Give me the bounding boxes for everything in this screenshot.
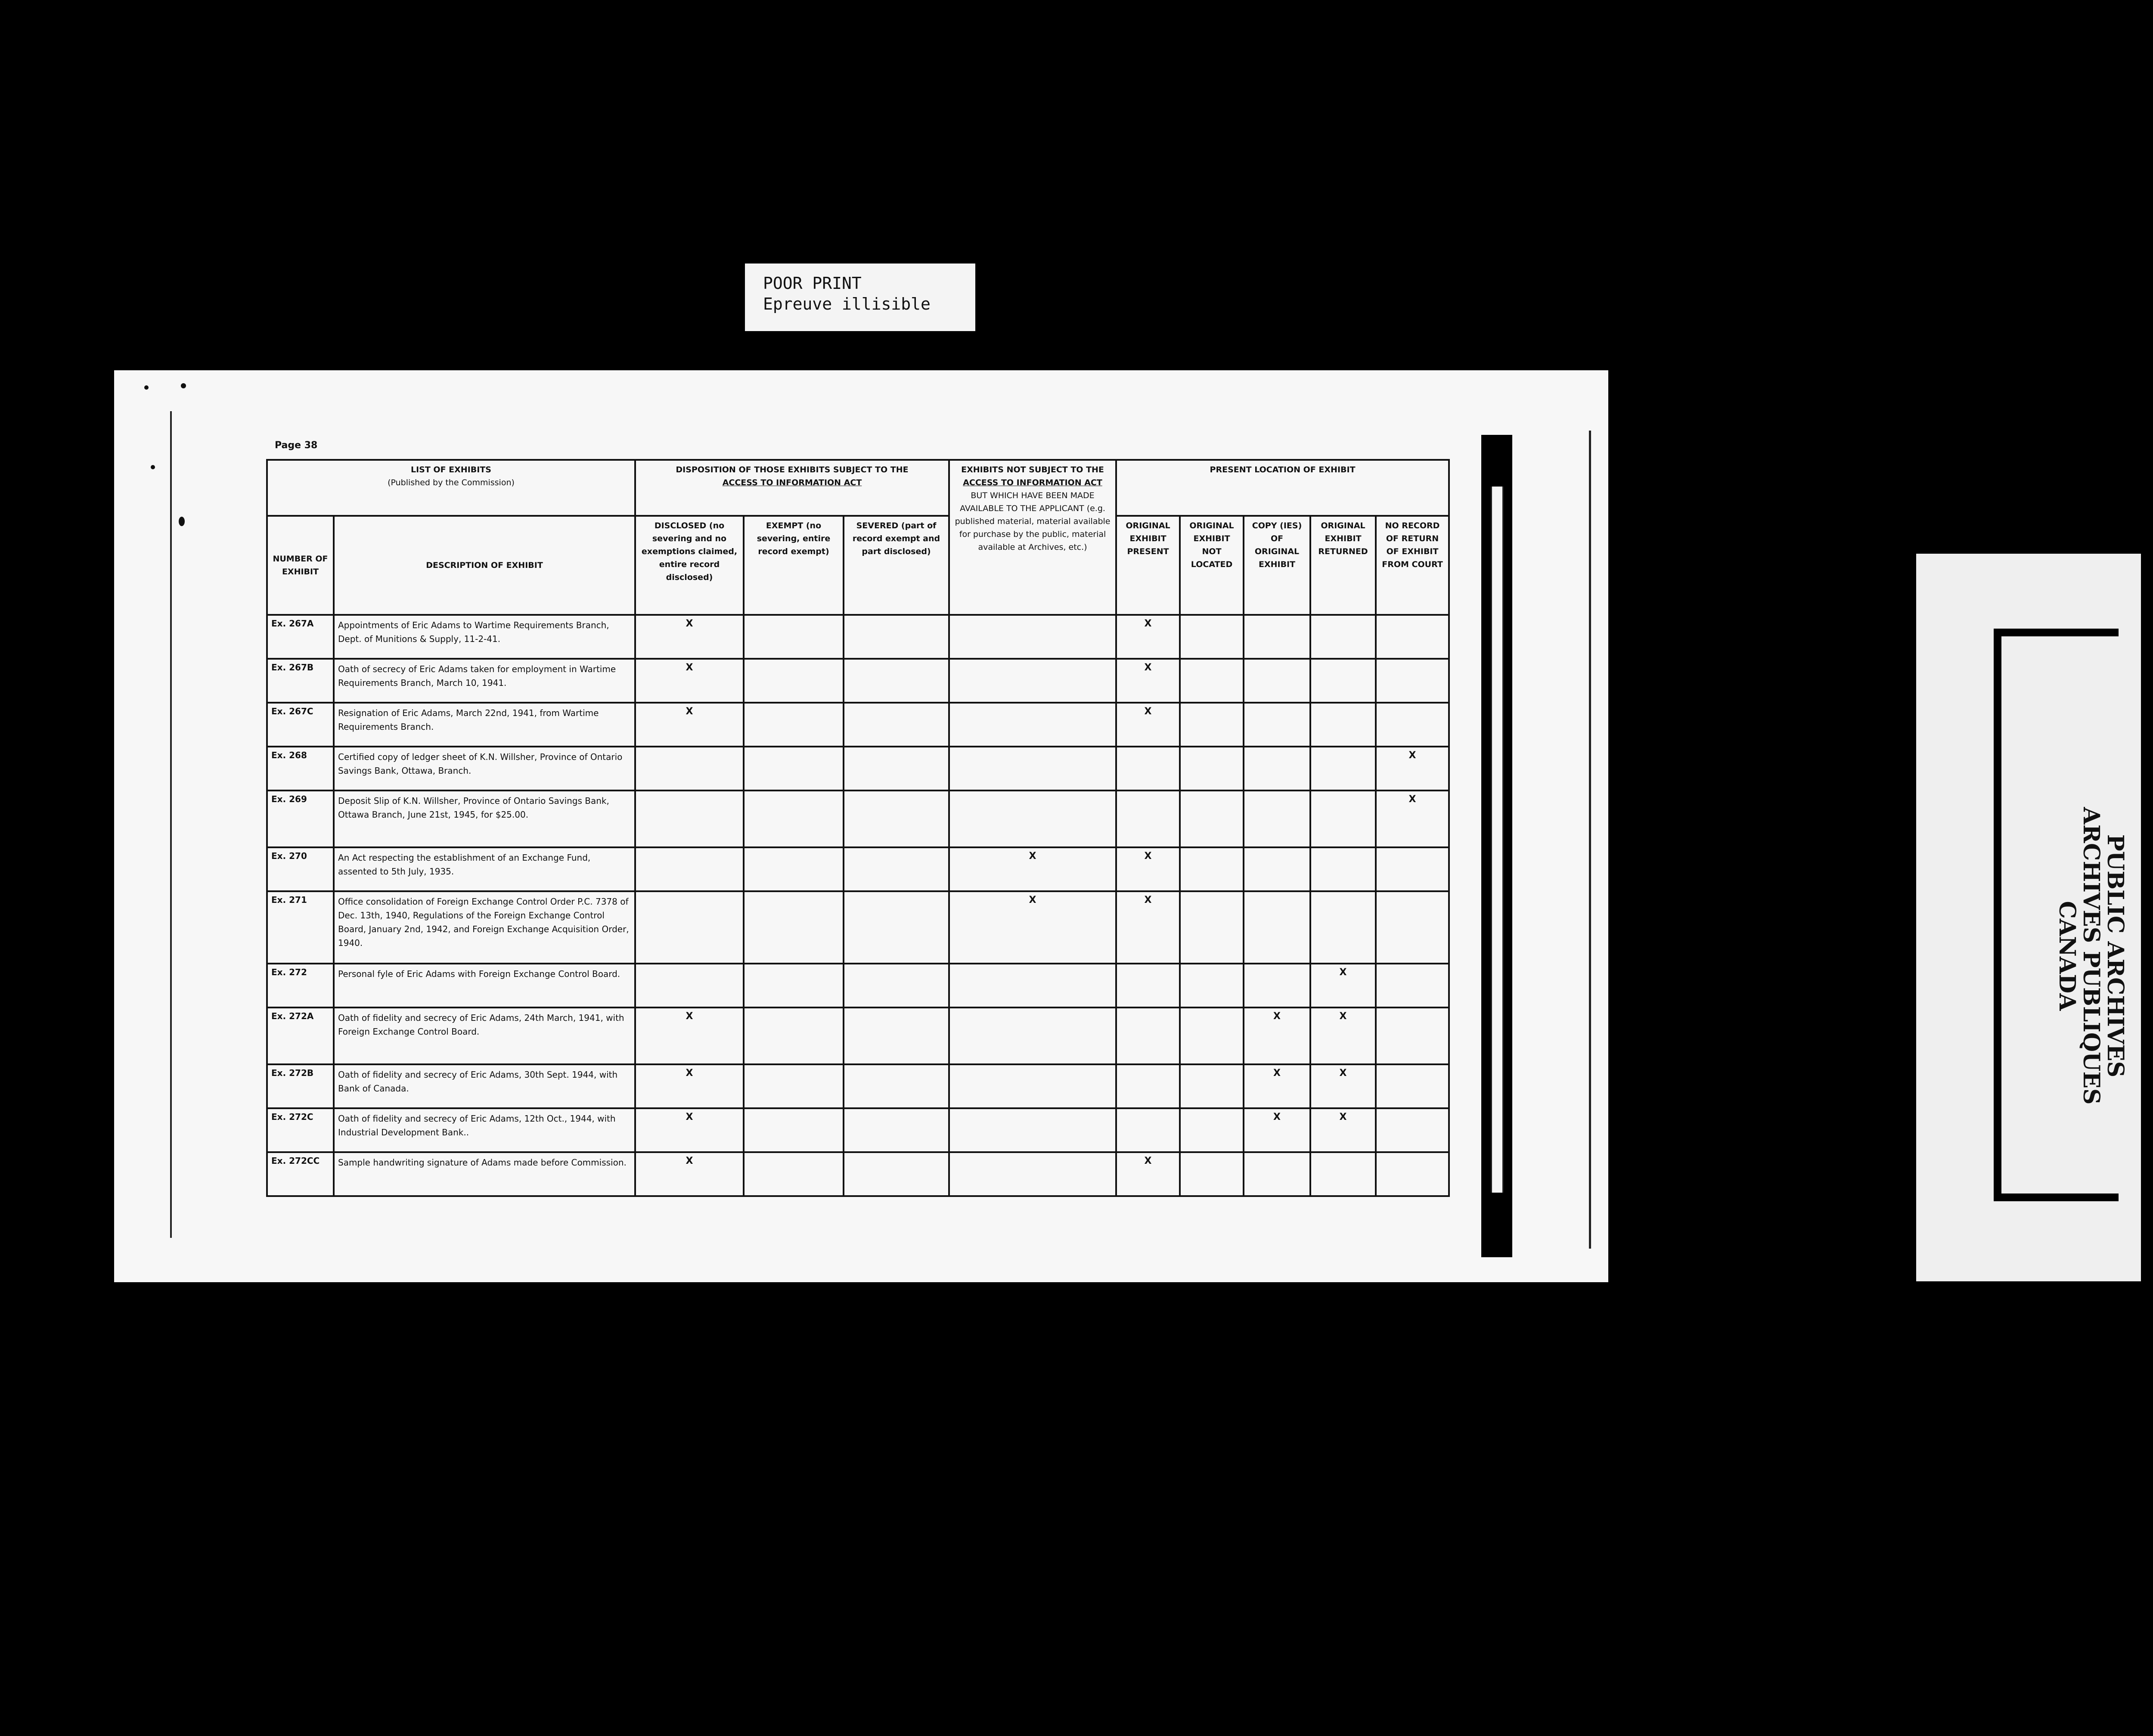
mark-disclosed [635,891,744,964]
mark-returned [1310,847,1376,891]
mark-no-record [1376,964,1449,1008]
mark-not-subject [949,1108,1116,1152]
mark-present [1116,964,1180,1008]
exhibit-number: Ex. 270 [267,847,334,891]
exhibit-number: Ex. 272CC [267,1152,334,1196]
mark-present: X [1116,847,1180,891]
poor-print-label-line2: Epreuve illisible [763,294,931,313]
mark-not-located [1180,703,1244,747]
mark-not-subject [949,790,1116,847]
stamp-line2: ARCHIVES PUBLIQUES [2078,807,2104,1105]
mark-not-located [1180,964,1244,1008]
list-of-exhibits-title: LIST OF EXHIBITS [411,465,491,474]
mark-exempt [744,847,844,891]
speck [151,465,155,469]
mark-present [1116,1064,1180,1108]
table-row [267,747,1449,790]
page-number: Page 38 [275,440,318,451]
mark-no-record [1376,1108,1449,1152]
mark-present [1116,1008,1180,1064]
mark-severed [844,615,949,659]
mark-present: X [1116,891,1180,964]
left-margin-line [170,411,172,1238]
list-of-exhibits-subtitle: (Published by the Commission) [388,478,515,487]
disposition-header [635,460,949,516]
table-row [267,703,1449,747]
mark-no-record [1376,1008,1449,1064]
mark-disclosed: X [635,703,744,747]
present-location-header: PRESENT LOCATION OF EXHIBIT [1116,460,1449,516]
not-subject-header [949,460,1116,615]
mark-severed [844,964,949,1008]
mark-exempt [744,703,844,747]
mark-disclosed: X [635,1008,744,1064]
poor-print-label-line1: POOR PRINT [763,274,862,293]
mark-exempt [744,891,844,964]
table-row [267,1064,1449,1108]
mark-no-record: X [1376,747,1449,790]
stamp-line3: CANADA [2054,901,2080,1011]
mark-returned [1310,1152,1376,1196]
disposition-act: ACCESS TO INFORMATION ACT [722,478,862,487]
table-row [267,1008,1449,1064]
mark-returned [1310,659,1376,703]
table-row [267,659,1449,703]
exhibit-description: Office consolidation of Foreign Exchange Control Order P.C. 7378 of Dec. 13th, 1940, Regulations of the Foreign Exchange Control Board, January 2nd, 1942, and Foreign Exchange Acquisition Order, 1940. [334,891,635,964]
mark-disclosed [635,747,744,790]
exhibit-description: An Act respecting the establishment of an Exchange Fund, assented to 5th July, 1935. [334,847,635,891]
mark-disclosed: X [635,659,744,703]
mark-exempt [744,1108,844,1152]
table-row [267,790,1449,847]
mark-disclosed [635,964,744,1008]
mark-copy [1244,1152,1310,1196]
description-of-exhibit-header: DESCRIPTION OF EXHIBIT [334,516,635,615]
mark-severed [844,747,949,790]
mark-returned [1310,747,1376,790]
mark-not-subject [949,615,1116,659]
mark-present: X [1116,615,1180,659]
mark-severed [844,1008,949,1064]
not-subject-title: EXHIBITS NOT SUBJECT TO THE [961,465,1104,474]
mark-no-record [1376,847,1449,891]
mark-present: X [1116,703,1180,747]
list-of-exhibits-header [267,460,635,516]
mark-not-subject [949,964,1116,1008]
mark-not-located [1180,1152,1244,1196]
mark-not-subject [949,1008,1116,1064]
exhibits-table [266,459,1450,1197]
mark-not-located [1180,790,1244,847]
mark-severed [844,891,949,964]
mark-not-subject [949,747,1116,790]
not-subject-detail: BUT WHICH HAVE BEEN MADE AVAILABLE TO THE APPLICANT (e.g. published material, material available for purchase by the public, material available at Archives, etc.) [955,491,1111,552]
exempt-header: EXEMPT (no severing, entire record exempt) [744,516,844,615]
mark-copy: X [1244,1008,1310,1064]
stamp-line1: PUBLIC ARCHIVES [2102,834,2128,1078]
mark-returned [1310,891,1376,964]
mark-disclosed: X [635,1108,744,1152]
mark-copy [1244,615,1310,659]
not-subject-act: ACCESS TO INFORMATION ACT [963,478,1102,487]
mark-not-located [1180,615,1244,659]
mark-not-subject [949,659,1116,703]
mark-disclosed [635,790,744,847]
mark-no-record: X [1376,790,1449,847]
speck [181,383,186,388]
original-not-located-header: ORIGINAL EXHIBIT NOT LOCATED [1180,516,1244,615]
table-row [267,964,1449,1008]
exhibit-description: Oath of fidelity and secrecy of Eric Adams, 12th Oct., 1944, with Industrial Development Bank.. [334,1108,635,1152]
table-row [267,1108,1449,1152]
mark-copy [1244,659,1310,703]
disclosed-header: DISCLOSED (no severing and no exemptions claimed, entire record disclosed) [635,516,744,615]
mark-returned [1310,703,1376,747]
mark-severed [844,1064,949,1108]
mark-no-record [1376,891,1449,964]
mark-severed [844,847,949,891]
mark-copy: X [1244,1108,1310,1152]
exhibit-number: Ex. 272B [267,1064,334,1108]
mark-exempt [744,1064,844,1108]
mark-disclosed [635,847,744,891]
mark-no-record [1376,1064,1449,1108]
mark-not-located [1180,847,1244,891]
exhibit-description: Appointments of Eric Adams to Wartime Requirements Branch, Dept. of Munitions & Supply, 11-2-41. [334,615,635,659]
mark-exempt [744,964,844,1008]
mark-not-subject [949,703,1116,747]
mark-returned: X [1310,1108,1376,1152]
mark-present: X [1116,1152,1180,1196]
mark-exempt [744,615,844,659]
mark-returned: X [1310,964,1376,1008]
original-returned-header: ORIGINAL EXHIBIT RETURNED [1310,516,1376,615]
mark-copy [1244,747,1310,790]
number-of-exhibit-header: NUMBER OF EXHIBIT [267,516,334,615]
right-margin-line [1589,431,1591,1249]
mark-no-record [1376,615,1449,659]
mark-exempt [744,1008,844,1064]
mark-present [1116,790,1180,847]
mark-returned: X [1310,1064,1376,1108]
mark-exempt [744,659,844,703]
mark-not-subject: X [949,891,1116,964]
mark-returned [1310,615,1376,659]
mark-disclosed: X [635,1152,744,1196]
mark-not-located [1180,1108,1244,1152]
original-present-header: ORIGINAL EXHIBIT PRESENT [1116,516,1180,615]
exhibit-number: Ex. 272C [267,1108,334,1152]
copies-header: COPY (IES) OF ORIGINAL EXHIBIT [1244,516,1310,615]
mark-disclosed: X [635,1064,744,1108]
mark-severed [844,1108,949,1152]
mark-not-located [1180,891,1244,964]
exhibit-number: Ex. 272A [267,1008,334,1064]
mark-not-subject [949,1152,1116,1196]
mark-exempt [744,747,844,790]
table-row [267,615,1449,659]
mark-returned [1310,790,1376,847]
mark-present: X [1116,659,1180,703]
binder-strip-inner [1491,487,1504,1193]
table-row [267,1152,1449,1196]
mark-severed [844,1152,949,1196]
mark-exempt [744,1152,844,1196]
mark-not-located [1180,747,1244,790]
speck [179,517,185,526]
mark-exempt [744,790,844,847]
poor-print-label [745,264,975,331]
mark-disclosed: X [635,615,744,659]
disposition-title: DISPOSITION OF THOSE EXHIBITS SUBJECT TO THE [676,465,909,474]
mark-no-record [1376,1152,1449,1196]
exhibit-description: Oath of fidelity and secrecy of Eric Adams, 30th Sept. 1944, with Bank of Canada. [334,1064,635,1108]
exhibit-number: Ex. 269 [267,790,334,847]
speck [144,385,149,390]
exhibit-number: Ex. 267A [267,615,334,659]
no-record-header: NO RECORD OF RETURN OF EXHIBIT FROM COURT [1376,516,1449,615]
mark-copy [1244,891,1310,964]
mark-not-subject [949,1064,1116,1108]
mark-copy: X [1244,1064,1310,1108]
exhibit-description: Personal fyle of Eric Adams with Foreign Exchange Control Board. [334,964,635,1008]
mark-copy [1244,790,1310,847]
mark-not-located [1180,1008,1244,1064]
mark-no-record [1376,659,1449,703]
mark-not-located [1180,659,1244,703]
archives-stamp-text [2050,741,2127,1171]
severed-header: SEVERED (part of record exempt and part disclosed) [844,516,949,615]
exhibit-number: Ex. 267C [267,703,334,747]
exhibit-description: Resignation of Eric Adams, March 22nd, 1941, from Wartime Requirements Branch. [334,703,635,747]
table-row [267,891,1449,964]
exhibit-number: Ex. 267B [267,659,334,703]
mark-severed [844,659,949,703]
mark-not-located [1180,1064,1244,1108]
mark-copy [1244,703,1310,747]
exhibit-number: Ex. 272 [267,964,334,1008]
mark-copy [1244,964,1310,1008]
exhibit-description: Oath of fidelity and secrecy of Eric Adams, 24th March, 1941, with Foreign Exchange Control Board. [334,1008,635,1064]
table-row [267,847,1449,891]
mark-severed [844,790,949,847]
exhibit-description: Sample handwriting signature of Adams made before Commission. [334,1152,635,1196]
mark-returned: X [1310,1008,1376,1064]
exhibit-description: Certified copy of ledger sheet of K.N. Willsher, Province of Ontario Savings Bank, Ottawa, Branch. [334,747,635,790]
exhibit-description: Oath of secrecy of Eric Adams taken for employment in Wartime Requirements Branch, March 10, 1941. [334,659,635,703]
exhibit-number: Ex. 268 [267,747,334,790]
mark-present [1116,1108,1180,1152]
exhibit-number: Ex. 271 [267,891,334,964]
mark-copy [1244,847,1310,891]
exhibit-description: Deposit Slip of K.N. Willsher, Province of Ontario Savings Bank, Ottawa Branch, June 21st, 1945, for $25.00. [334,790,635,847]
mark-present [1116,747,1180,790]
mark-not-subject: X [949,847,1116,891]
mark-no-record [1376,703,1449,747]
mark-severed [844,703,949,747]
